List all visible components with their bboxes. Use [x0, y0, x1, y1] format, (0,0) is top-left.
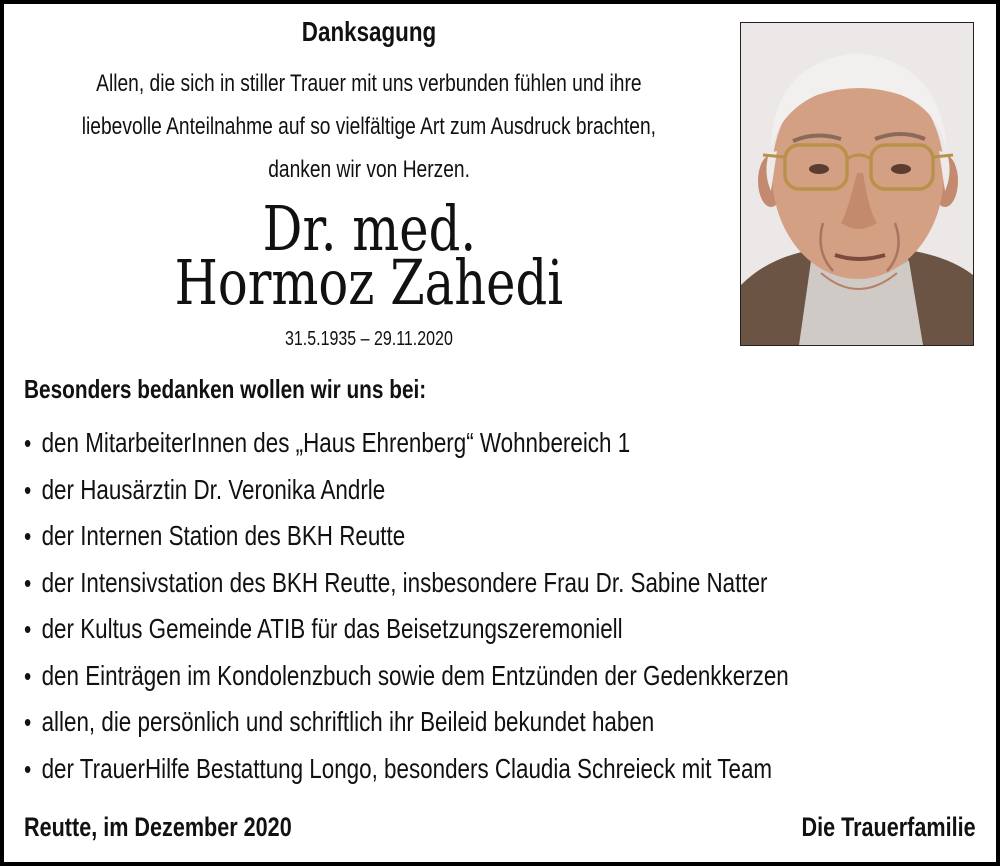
- place-date-text: Reutte, im Dezember 2020: [24, 812, 292, 842]
- bullet-icon: •: [24, 707, 32, 737]
- signature: [758, 812, 976, 843]
- bullet-icon: •: [24, 428, 32, 458]
- list-item-text: den Einträgen im Kondolenzbuch sowie dem Entzünden der Gedenkkerzen: [41, 659, 789, 691]
- list-item: [24, 513, 980, 560]
- deceased-name-text: Hormoz Zahedi: [174, 246, 564, 319]
- list-item: [24, 606, 980, 653]
- intro-line-2: liebevolle Anteilnahme auf so vielfältige Art zum Ausdruck brachten,: [81, 113, 657, 140]
- notice-title: [4, 16, 734, 48]
- list-item: [24, 420, 980, 467]
- list-item: [24, 699, 980, 746]
- portrait-illustration: [741, 23, 973, 345]
- list-item: [24, 560, 980, 607]
- list-item-text: der Kultus Gemeinde ATIB für das Beisetzungszeremoniell: [41, 613, 623, 644]
- portrait-photo: [740, 22, 974, 346]
- bullet-icon: •: [24, 474, 32, 505]
- intro-line-3: danken wir von Herzen.: [268, 156, 470, 183]
- thanks-list: [24, 420, 980, 792]
- place-date: [24, 812, 359, 843]
- list-item-text: der TrauerHilfe Bestattung Longo, besonders Claudia Schreieck mit Team: [41, 752, 773, 784]
- deceased-name: [4, 246, 734, 319]
- list-item-text: der Hausärztin Dr. Veronika Andrle: [41, 473, 386, 505]
- intro-text: [4, 62, 734, 191]
- notice-title-text: Danksagung: [301, 16, 437, 47]
- bullet-icon: •: [24, 521, 32, 551]
- bullet-icon: •: [24, 753, 32, 784]
- life-dates: [4, 328, 734, 351]
- list-item-text: der Intensivstation des BKH Reutte, insbesondere Frau Dr. Sabine Natter: [41, 566, 768, 598]
- thanks-heading-text: Besonders bedanken wollen wir uns bei:: [24, 374, 427, 404]
- list-item-text: allen, die persönlich und schriftlich ihr Beileid bekundet haben: [41, 706, 655, 737]
- list-item-text: der Internen Station des BKH Reutte: [41, 520, 406, 551]
- bullet-icon: •: [24, 614, 32, 644]
- list-item: [24, 467, 980, 514]
- intro-line: [4, 62, 734, 105]
- bullet-icon: •: [24, 567, 32, 598]
- signature-text: Die Trauerfamilie: [801, 812, 976, 842]
- intro-line-1: Allen, die sich in stiller Trauer mit uns verbunden fühlen und ihre: [96, 70, 642, 97]
- list-item: [24, 746, 980, 793]
- thanks-heading: [24, 374, 527, 405]
- intro-line: [4, 148, 734, 191]
- deceased-title-text: Dr. med.: [262, 192, 476, 265]
- list-item-text: den MitarbeiterInnen des „Haus Ehrenberg“ Wohnbereich 1: [41, 427, 631, 458]
- life-dates-text: 31.5.1935 – 29.11.2020: [285, 328, 453, 350]
- bullet-icon: •: [24, 660, 32, 691]
- intro-line: [4, 105, 734, 148]
- list-item: [24, 653, 980, 700]
